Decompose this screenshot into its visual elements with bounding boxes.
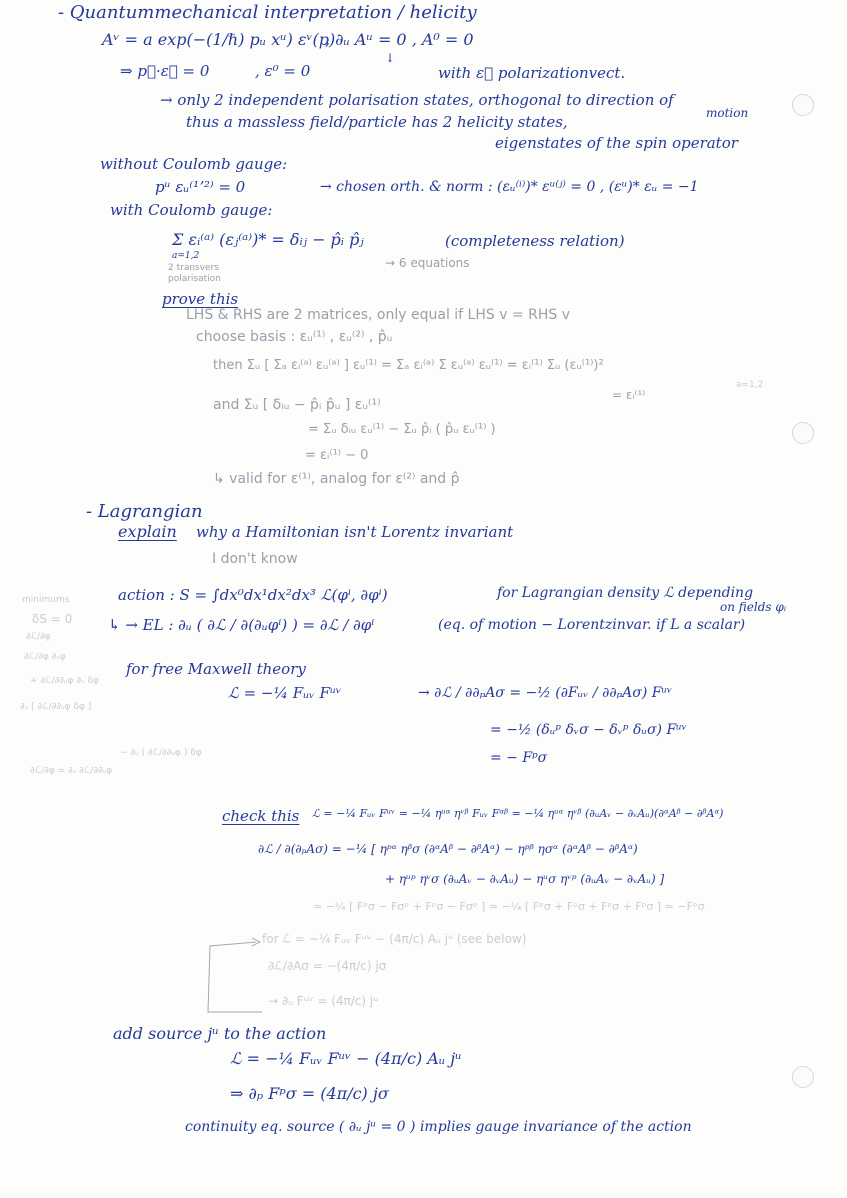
margin-term-3: ∂ᵤ [ ∂ℒ/∂∂ᵤφ δφ ] bbox=[20, 702, 92, 712]
text-free-maxwell: for free Maxwell theory bbox=[126, 660, 306, 678]
check-line-2: ∂ℒ / ∂(∂ₚAσ) = −¼ [ ηᵖᵅ ηᵝσ (∂ᵅAᵝ − ∂ᵝAᵅ) − ηᵖᵝ ησᵅ (∂ᵅAᵝ − ∂ᵝAᵅ) bbox=[258, 842, 638, 856]
proof-line-2: choose basis : εᵤ⁽¹⁾ , εᵤ⁽²⁾ , p̂ᵤ bbox=[196, 329, 393, 345]
text-add-source: add source jᵘ to the action bbox=[113, 1024, 327, 1043]
answer-dont-know: I don't know bbox=[212, 551, 298, 567]
text-with-coulomb: with Coulomb gauge: bbox=[110, 201, 273, 219]
text-completeness: (completeness relation) bbox=[445, 232, 625, 250]
eq-transversality-4d: pᵘ εᵤ⁽¹ʼ²⁾ = 0 bbox=[155, 178, 246, 196]
proof-line-3-result: = εᵢ⁽¹⁾ bbox=[612, 388, 646, 402]
proof-line-3-range: a=1,2 bbox=[736, 380, 764, 390]
check-line-1: ℒ = −¼ Fᵤᵥ Fᵘᵛ = −¼ ηᵘᵅ ηᵛᵝ Fᵤᵥ Fᵅᵝ = −¼ ηᵘᵅ ηᵛᵝ (∂ᵤAᵥ − ∂ᵥAᵤ)(∂ᵅAᵝ − ∂ᵝAᵅ) bbox=[312, 807, 724, 820]
proof-line-7: ↳ valid for ε⁽¹⁾, analog for ε⁽²⁾ and p̂ bbox=[213, 471, 460, 487]
margin-term-2: + ∂ℒ/∂∂ᵤφ ∂ᵤ δφ bbox=[30, 676, 99, 686]
text-eigenstates: eigenstates of the spin operator bbox=[495, 134, 738, 152]
proof-line-4: and Σᵤ [ δᵢᵤ − p̂ᵢ p̂ᵤ ] εᵤ⁽¹⁾ bbox=[213, 397, 381, 413]
check-line-5: for ℒ = −¼ Fᵤᵥ Fᵘᵛ − (4π/c) Aᵤ jᵘ (see below) bbox=[262, 932, 527, 946]
margin-delta-s: δS = 0 bbox=[32, 612, 73, 626]
eq-eps0: , ε⁰ = 0 bbox=[255, 62, 311, 80]
eq-inhomogeneous-maxwell: ⇒ ∂ₚ Fᵖσ = (4π/c) jσ bbox=[230, 1084, 389, 1103]
text-polarization-vector: with ε⃗ polarizationvect. bbox=[438, 64, 626, 82]
label-explain: explain bbox=[118, 522, 177, 541]
label-check-this: check this bbox=[222, 807, 300, 825]
margin-term-1: ∂ℒ/∂φ ∂ᵤφ bbox=[24, 652, 66, 662]
text-lagrangian-density: for Lagrangian density ℒ depending bbox=[497, 585, 754, 601]
eq-plane-wave: Aᵛ = a exp(−(1/ℏ) pᵤ xᵘ) εᵛ(p) bbox=[102, 30, 336, 49]
eq-orthonormal: → chosen orth. & norm : (εᵤ⁽ⁱ⁾)* εᵘ⁽ʲ⁾ = 0 , (εᵘ)* εᵤ = −1 bbox=[320, 179, 699, 195]
text-eq-of-motion: (eq. of motion − Lorentzinvar. if L a scalar) bbox=[438, 617, 746, 633]
eq-lagrangian-source: ℒ = −¼ Fᵤᵥ Fᵘᵛ − (4π/c) Aᵤ jᵘ bbox=[230, 1049, 462, 1068]
check-line-6: ∂ℒ/∂Aσ = −(4π/c) jσ bbox=[268, 959, 387, 973]
text-on-fields: on fields φᵢ bbox=[720, 600, 787, 614]
text-motion: motion bbox=[706, 106, 749, 120]
check-line-3: + ηᵘᵖ ηᵛσ (∂ᵤAᵥ − ∂ᵥAᵤ) − ηᵘσ ηᵛᵖ (∂ᵤAᵥ − ∂ᵥAᵤ) ] bbox=[385, 872, 665, 886]
text-independent-states: → only 2 independent polarisation states, orthogonal to direction of bbox=[160, 91, 674, 109]
heading-helicity: - Quantummechanical interpretation / helicity bbox=[58, 2, 477, 23]
eq-derivative-1: → ∂ℒ / ∂∂ₚAσ = −½ (∂Fᵤᵥ / ∂∂ₚAσ) Fᵘᵛ bbox=[418, 685, 673, 701]
check-line-4: = −¼ [ Fᵖσ − Fσᵖ + Fᵖσ − Fσᵖ ] = −¼ [ Fᵖσ + Fᵖσ + Fᵖσ + Fᵖσ ] = −Fᵖσ bbox=[313, 900, 705, 913]
margin-dl-dphi: ∂ℒ/∂φ bbox=[26, 632, 51, 642]
margin-term-4: − ∂ᵤ ( ∂ℒ/∂∂ᵤφ ) δφ bbox=[120, 748, 202, 758]
eq-action: action : S = ∫dx⁰dx¹dx²dx³ ℒ(φⁱ, ∂φⁱ) bbox=[118, 586, 388, 604]
proof-line-5: = Σᵤ δᵢᵤ εᵤ⁽¹⁾ − Σᵤ p̂ᵢ ( p̂ᵤ εᵤ⁽¹⁾ ) bbox=[308, 422, 496, 437]
label-prove-this: prove this bbox=[162, 290, 239, 308]
eq-gauge: , ∂ᵤ Aᵘ = 0 , A⁰ = 0 bbox=[325, 30, 474, 49]
eq-maxwell-lagrangian: ℒ = −¼ Fᵤᵥ Fᵘᵛ bbox=[228, 684, 342, 702]
eq-derivative-2: = −½ (δᵤᵖ δᵥσ − δᵥᵖ δᵤσ) Fᵘᵛ bbox=[490, 722, 687, 738]
eq-completeness: Σ εᵢ⁽ᵃ⁾ (εⱼ⁽ᵃ⁾)* = δᵢⱼ − p̂ᵢ p̂ⱼ bbox=[172, 230, 364, 249]
proof-line-3: then Σᵤ [ Σₐ εᵢ⁽ᵃ⁾ εᵤ⁽ᵃ⁾ ] εᵤ⁽¹⁾ = Σₐ εᵢ⁽ᵃ⁾ Σ εᵤ⁽ᵃ⁾ εᵤ⁽¹⁾ = εᵢ⁽¹⁾ Σᵤ (εᵤ⁽¹⁾)² bbox=[213, 358, 604, 373]
text-continuity: continuity eq. source ( ∂ᵤ jᵘ = 0 ) implies gauge invariance of the action bbox=[185, 1119, 692, 1135]
question-hamiltonian: why a Hamiltonian isn't Lorentz invariant bbox=[196, 523, 514, 541]
note-6-equations: → 6 equations bbox=[385, 256, 470, 270]
note-transvers-polarisation: 2 transvers polarisation bbox=[168, 263, 221, 284]
eq-euler-lagrange: ↳ → EL : ∂ᵤ ( ∂ℒ / ∂(∂ᵤφⁱ) ) = ∂ℒ / ∂φⁱ bbox=[108, 616, 375, 634]
heading-lagrangian: - Lagrangian bbox=[86, 501, 203, 522]
proof-line-1: LHS & RHS are 2 matrices, only equal if LHS v = RHS v bbox=[186, 307, 571, 323]
proof-line-6: = εᵢ⁽¹⁾ − 0 bbox=[305, 448, 369, 463]
eq-transversal: ⇒ p⃗·ε⃗ = 0 bbox=[120, 62, 210, 80]
text-without-coulomb: without Coulomb gauge: bbox=[100, 155, 288, 173]
eq-completeness-sum-range: a=1,2 bbox=[172, 251, 200, 261]
margin-minimums: minimums bbox=[22, 595, 70, 605]
margin-result: ∂ℒ/∂φ = ∂ᵤ ∂ℒ/∂∂ᵤφ bbox=[30, 766, 113, 776]
eq-gauge-arrow: ↓ bbox=[385, 51, 396, 65]
eq-derivative-3: = − Fᵖσ bbox=[490, 750, 548, 766]
text-helicity-states: thus a massless field/particle has 2 helicity states, bbox=[186, 113, 568, 131]
check-line-7: → ∂ᵤ Fᵘᵛ = (4π/c) jᵘ bbox=[268, 994, 379, 1008]
